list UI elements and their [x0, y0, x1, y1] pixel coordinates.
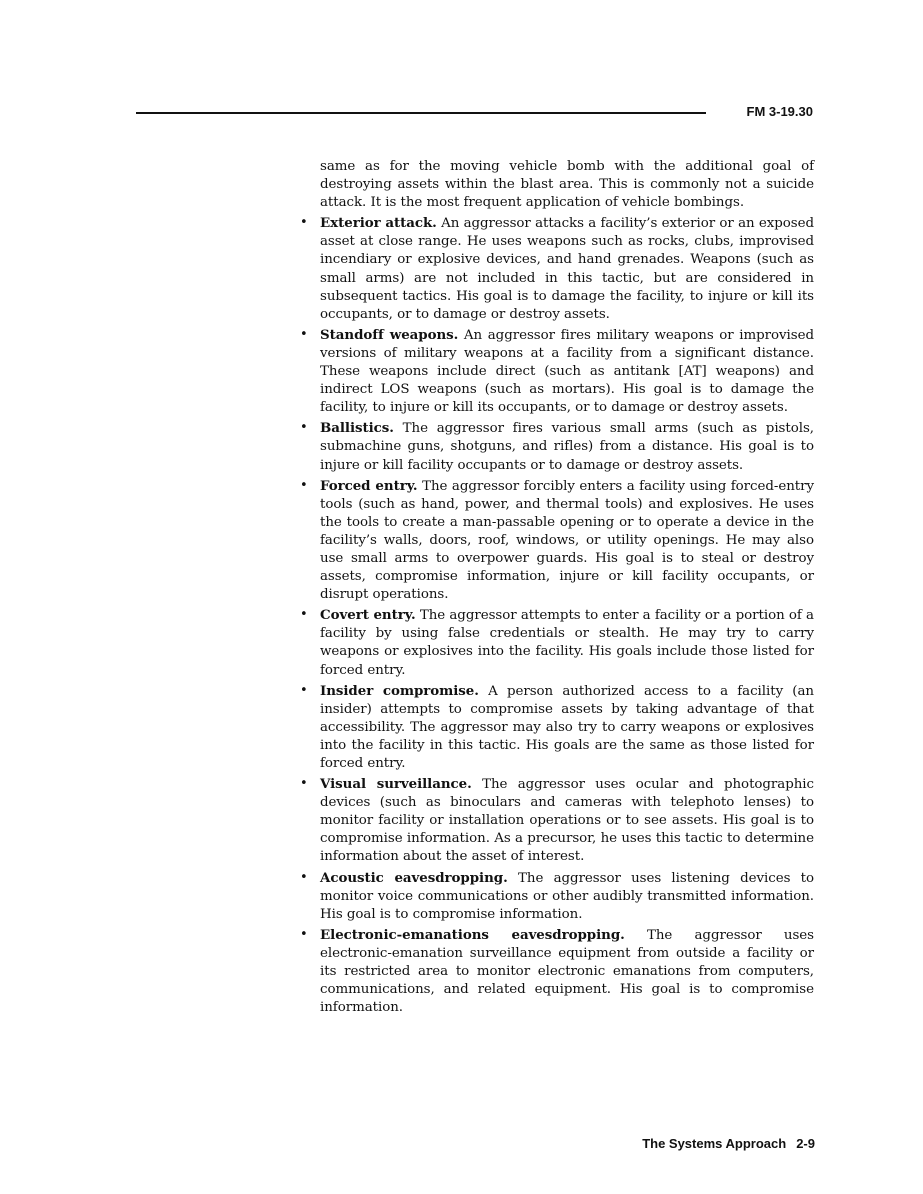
header-rule	[136, 112, 706, 114]
item-term: Exterior attack.	[320, 215, 437, 232]
list-item	[300, 869, 814, 924]
item-term: Visual surveillance.	[320, 776, 472, 793]
item-term: Electronic-emanations eavesdropping.	[320, 926, 625, 943]
list-item	[300, 477, 814, 605]
list-item	[300, 775, 814, 866]
item-text: The aggressor fires various small arms (such as pistols, submachine guns, shotguns, and rifles) from a distance. His goal is to injure or kill facility occupants or to damage or destroy assets.	[320, 421, 814, 473]
tactics-list	[300, 214, 814, 1017]
bullet-icon: •	[300, 477, 308, 493]
bullet-icon: •	[300, 869, 308, 885]
page-number: 2-9	[796, 1136, 815, 1151]
bullet-icon: •	[300, 926, 308, 942]
item-text: A person authorized access to a facility (an insider) attempts to compromise assets by taking advantage of that accessibility. The aggressor may also try to carry weapons or explosives into the facility in this tactic. His goals are the same as those listed for forced entry.	[320, 683, 814, 771]
bullet-icon: •	[300, 682, 308, 698]
item-term: Acoustic eavesdropping.	[320, 869, 508, 886]
bullet-icon: •	[300, 215, 308, 231]
item-term: Covert entry.	[320, 607, 416, 624]
list-item	[300, 606, 814, 679]
item-term: Ballistics.	[320, 420, 394, 437]
bullet-icon: •	[300, 420, 308, 436]
item-text: An aggressor attacks a facility’s exterior or an exposed asset at close range. He uses weapons such as rocks, clubs, improvised incendiary or explosive devices, and hand grenades. Weapons (such as small arms) are not included in this tactic, but are considered in subsequent tactics. His goal is to damage the facility, to injure or kill its occupants, or to damage or destroy assets.	[320, 216, 814, 322]
item-text: The aggressor attempts to enter a facility or a portion of a facility by using false credentials or stealth. He may try to carry weapons or explosives into the facility. His goals include those listed for forced entry.	[320, 608, 814, 678]
list-item	[300, 214, 814, 324]
item-text: The aggressor uses electronic-emanation surveillance equipment from outside a facility or its restricted area to monitor electronic emanations from computers, communications, and related equipment. His goal is to compromise information.	[320, 927, 814, 1016]
bullet-icon: •	[300, 607, 308, 623]
page-footer	[642, 1136, 815, 1151]
document-code: FM 3-19.30	[746, 104, 813, 119]
list-item	[300, 419, 814, 474]
list-item	[300, 682, 814, 773]
bullet-icon: •	[300, 326, 308, 342]
item-term: Forced entry.	[320, 477, 418, 494]
intro-paragraph: same as for the moving vehicle bomb with the additional goal of destroying assets within the blast area. This is commonly not a suicide attack. It is the most frequent application of vehicle bombings.	[320, 159, 814, 211]
bullet-icon: •	[300, 776, 308, 792]
item-term: Insider compromise.	[320, 682, 479, 699]
item-text: An aggressor fires military weapons or improvised versions of military weapons at a facility from a significant distance. These weapons include direct (such as antitank [AT] weapons) and indirect LOS weapons (such as mortars). His goal is to damage the facility, to injure or kill its occupants, or to damage or destroy assets.	[320, 327, 814, 416]
list-item	[300, 326, 814, 417]
item-text: The aggressor forcibly enters a facility using forced-entry tools (such as hand, power, and thermal tools) and explosives. He uses the tools to create a man-passable opening or to operate a device in the facility’s walls, doors, roof, windows, or utility openings. He may also use small arms to overpower guards. His goal is to steal or destroy assets, compromise information, injure or kill facility occupants, or disrupt operations.	[320, 478, 814, 603]
item-text: The aggressor uses listening devices to monitor voice communications or other audibly transmitted information. His goal is to compromise information.	[320, 870, 814, 922]
page-body	[300, 158, 814, 1017]
item-text: The aggressor uses ocular and photographic devices (such as binoculars and cameras with telephoto lenses) to monitor facility or installation operations or to see assets. His goal is to compromise information. As a precursor, he uses this tactic to determine information about the asset of interest.	[320, 777, 814, 865]
footer-section-title: The Systems Approach	[642, 1136, 787, 1151]
list-item	[300, 926, 814, 1017]
item-term: Standoff weapons.	[320, 326, 459, 343]
